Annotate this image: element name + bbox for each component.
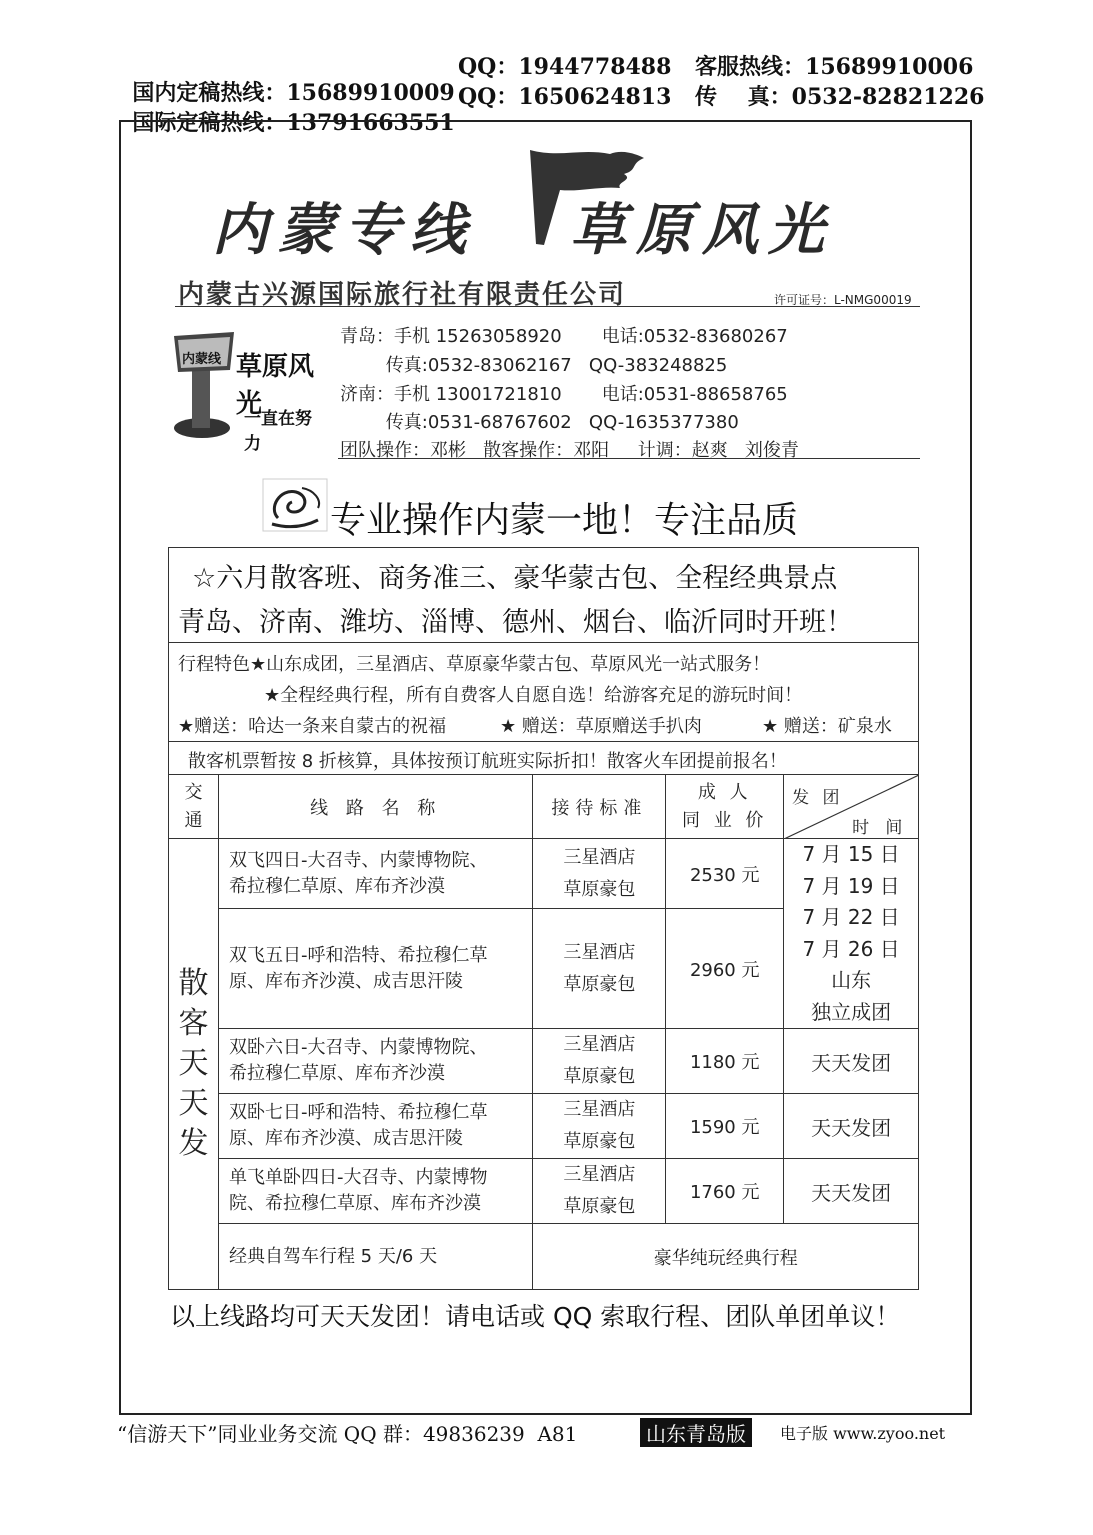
header-price-bottom: 同 业 价 bbox=[681, 809, 768, 831]
route-line: 双卧七日-呼和浩特、希拉穆仁草 bbox=[228, 1102, 488, 1123]
header-transport-bottom: 通 bbox=[184, 809, 203, 831]
qq-label: QQ： bbox=[458, 54, 519, 80]
depart-date: 7 月 26 日 bbox=[802, 936, 900, 961]
contact-operators: 团队操作：邓彬 散客操作：邓阳 计调：赵爽 刘俊青 bbox=[340, 440, 799, 461]
side-char: 散 bbox=[178, 966, 209, 1001]
gift-hada: ★赠送：哈达一条来自蒙古的祝福 bbox=[178, 716, 447, 737]
route-name bbox=[218, 909, 533, 1029]
promo-line-1: ☆六月散客班、商务准三、豪华蒙古包、全程经典景点 bbox=[192, 563, 838, 594]
price: 2530 元 bbox=[666, 839, 784, 909]
route-line: 双卧六日-大召寺、内蒙博物院、 bbox=[228, 1037, 488, 1058]
header-route: 线 路 名 称 bbox=[218, 775, 533, 839]
closing-line: 以上线路均可天天发团！请电话或 QQ 索取行程、团队单团单议！ bbox=[170, 1302, 901, 1331]
banner-right-title: 草原风光 bbox=[570, 197, 834, 263]
gift-water: ★ 赠送：矿泉水 bbox=[762, 716, 892, 737]
standard bbox=[533, 1029, 666, 1094]
depart-daily: 天天发团 bbox=[784, 1029, 919, 1094]
promo-line-2: 青岛、济南、潍坊、淄博、德州、烟台、临沂同时开班！ bbox=[178, 607, 853, 638]
logo-sign-text: 内蒙线 bbox=[182, 352, 222, 367]
route-name bbox=[218, 1094, 533, 1159]
depart-place: 山东 bbox=[831, 968, 872, 992]
standard-hotel: 三星酒店 bbox=[563, 1164, 636, 1185]
logo-title: 草原风光 bbox=[236, 352, 315, 419]
fax-label: 传 真： bbox=[695, 84, 792, 110]
standard bbox=[533, 909, 666, 1029]
standard bbox=[533, 839, 666, 909]
header-depart-bottom: 时 间 bbox=[852, 818, 903, 838]
standard-hotel: 三星酒店 bbox=[563, 1099, 636, 1120]
header-qq-2 bbox=[458, 80, 671, 111]
standard-yurt: 草原豪包 bbox=[563, 1066, 636, 1087]
contact-qingdao-mobile: 青岛：手机 15263058920 电话:0532-83680267 bbox=[340, 326, 788, 347]
depart-daily: 天天发团 bbox=[784, 1159, 919, 1224]
header-service bbox=[695, 50, 973, 81]
route-line: 双飞四日-大召寺、内蒙博物院、 bbox=[228, 849, 488, 871]
footer-qq-group: “信游天下”同业业务交流 QQ 群：49836239 A81 bbox=[117, 1422, 578, 1446]
logo-tagline: 一直在努力 bbox=[244, 409, 312, 454]
side-char: 发 bbox=[178, 1126, 209, 1161]
route-table bbox=[168, 774, 919, 1290]
route-name bbox=[218, 1159, 533, 1224]
domestic-hotline-label: 国内定稿热线： bbox=[132, 80, 287, 106]
contact-jinan-fax: 传真:0531-68767602 QQ-1635377380 bbox=[340, 412, 739, 433]
side-char: 天 bbox=[178, 1046, 209, 1081]
feature-line-2: ★全程经典行程，所有自费客人自愿自选！给游客充足的游玩时间！ bbox=[264, 685, 803, 706]
price: 2960 元 bbox=[666, 909, 784, 1029]
license-number: 许可证号：L-NMG00019 bbox=[774, 293, 912, 307]
standard-yurt: 草原豪包 bbox=[563, 973, 636, 995]
price: 1590 元 bbox=[666, 1094, 784, 1159]
airfare-note: 散客机票暂按 8 折核算，具体按预订航班实际折扣！散客火车团提前报名！ bbox=[188, 751, 787, 772]
gift-meat: ★ 赠送：草原赠送手扒肉 bbox=[500, 716, 702, 737]
standard-yurt: 草原豪包 bbox=[563, 878, 636, 900]
table-row bbox=[169, 1224, 919, 1290]
qq-label: QQ： bbox=[458, 84, 519, 110]
side-char: 天 bbox=[178, 1086, 209, 1121]
contacts-underline bbox=[338, 458, 920, 459]
depart-date: 7 月 19 日 bbox=[802, 873, 900, 898]
banner-left-title: 内蒙专线 bbox=[212, 197, 476, 263]
edition-badge: 山东青岛版 bbox=[640, 1418, 752, 1447]
company-name: 内蒙古兴源国际旅行社有限责任公司 bbox=[178, 280, 627, 310]
standard bbox=[533, 1159, 666, 1224]
route-name bbox=[218, 1029, 533, 1094]
table-row bbox=[169, 1029, 919, 1094]
self-drive-route: 经典自驾车行程 5 天/6 天 bbox=[218, 1224, 533, 1290]
route-line: 原、库布齐沙漠、成吉思汗陵 bbox=[228, 970, 463, 992]
fax-number: 0532-82821226 bbox=[791, 84, 985, 110]
header-transport-top: 交 bbox=[184, 781, 203, 803]
header-price-top: 成 人 bbox=[697, 781, 752, 803]
depart-daily: 天天发团 bbox=[784, 1094, 919, 1159]
header-depart bbox=[784, 775, 919, 839]
footer-website: 电子版 www.zyoo.net bbox=[780, 1424, 946, 1443]
price: 1760 元 bbox=[666, 1159, 784, 1224]
header-transport bbox=[169, 775, 219, 839]
route-line: 院、希拉穆仁草原、库布齐沙漠 bbox=[228, 1193, 481, 1214]
route-line: 单飞单卧四日-大召寺、内蒙博物 bbox=[228, 1167, 488, 1188]
standard-yurt: 草原豪包 bbox=[563, 1131, 636, 1152]
depart-date: 7 月 22 日 bbox=[802, 905, 900, 929]
header-fax bbox=[695, 80, 984, 111]
route-line: 希拉穆仁草原、库布齐沙漠 bbox=[228, 875, 445, 897]
swirl-icon bbox=[262, 478, 328, 532]
header-qq-1 bbox=[458, 50, 671, 81]
intl-hotline-label: 国际定稿热线： bbox=[132, 110, 287, 136]
intl-hotline: 13791663551 bbox=[286, 110, 455, 136]
table-row bbox=[169, 839, 919, 909]
standard-hotel: 三星酒店 bbox=[563, 1034, 636, 1055]
qq-number: 1650624813 bbox=[518, 84, 672, 110]
depart-date: 7 月 15 日 bbox=[802, 842, 900, 866]
feature-line-1: 行程特色★山东成团，三星酒店、草原豪华蒙古包、草原风光一站式服务！ bbox=[178, 654, 771, 675]
domestic-hotline: 15689910009 bbox=[286, 80, 455, 106]
route-line: 希拉穆仁草原、库布齐沙漠 bbox=[228, 1063, 445, 1084]
depart-dates bbox=[784, 839, 919, 1029]
standard-hotel: 三星酒店 bbox=[563, 846, 636, 868]
service-hotline: 15689910006 bbox=[805, 54, 974, 80]
route-name bbox=[218, 839, 533, 909]
route-line: 双飞五日-呼和浩特、希拉穆仁草 bbox=[228, 944, 488, 966]
side-label bbox=[169, 839, 219, 1290]
depart-note: 独立成团 bbox=[811, 999, 892, 1024]
service-label: 客服热线： bbox=[695, 54, 806, 80]
contact-jinan-mobile: 济南：手机 13001721810 电话:0531-88658765 bbox=[340, 384, 788, 405]
table-row bbox=[169, 1159, 919, 1224]
standard-yurt: 草原豪包 bbox=[563, 1196, 636, 1217]
slogan: 专业操作内蒙一地！专注品质 bbox=[330, 500, 799, 541]
header-depart-top: 发 团 bbox=[792, 788, 844, 808]
header-price bbox=[666, 775, 784, 839]
logo bbox=[172, 326, 322, 454]
standard bbox=[533, 1094, 666, 1159]
table-header-row bbox=[169, 775, 919, 839]
header-standard: 接待标准 bbox=[533, 775, 666, 839]
price: 1180 元 bbox=[666, 1029, 784, 1094]
standard-hotel: 三星酒店 bbox=[563, 941, 636, 963]
qq-number: 1944778488 bbox=[518, 54, 672, 80]
contact-qingdao-fax: 传真:0532-83062167 QQ-383248825 bbox=[340, 355, 728, 376]
company-underline bbox=[175, 306, 920, 307]
route-line: 原、库布齐沙漠、成吉思汗陵 bbox=[228, 1128, 463, 1149]
side-char: 客 bbox=[178, 1006, 209, 1041]
table-row bbox=[169, 1094, 919, 1159]
luxury-route: 豪华纯玩经典行程 bbox=[533, 1224, 919, 1290]
